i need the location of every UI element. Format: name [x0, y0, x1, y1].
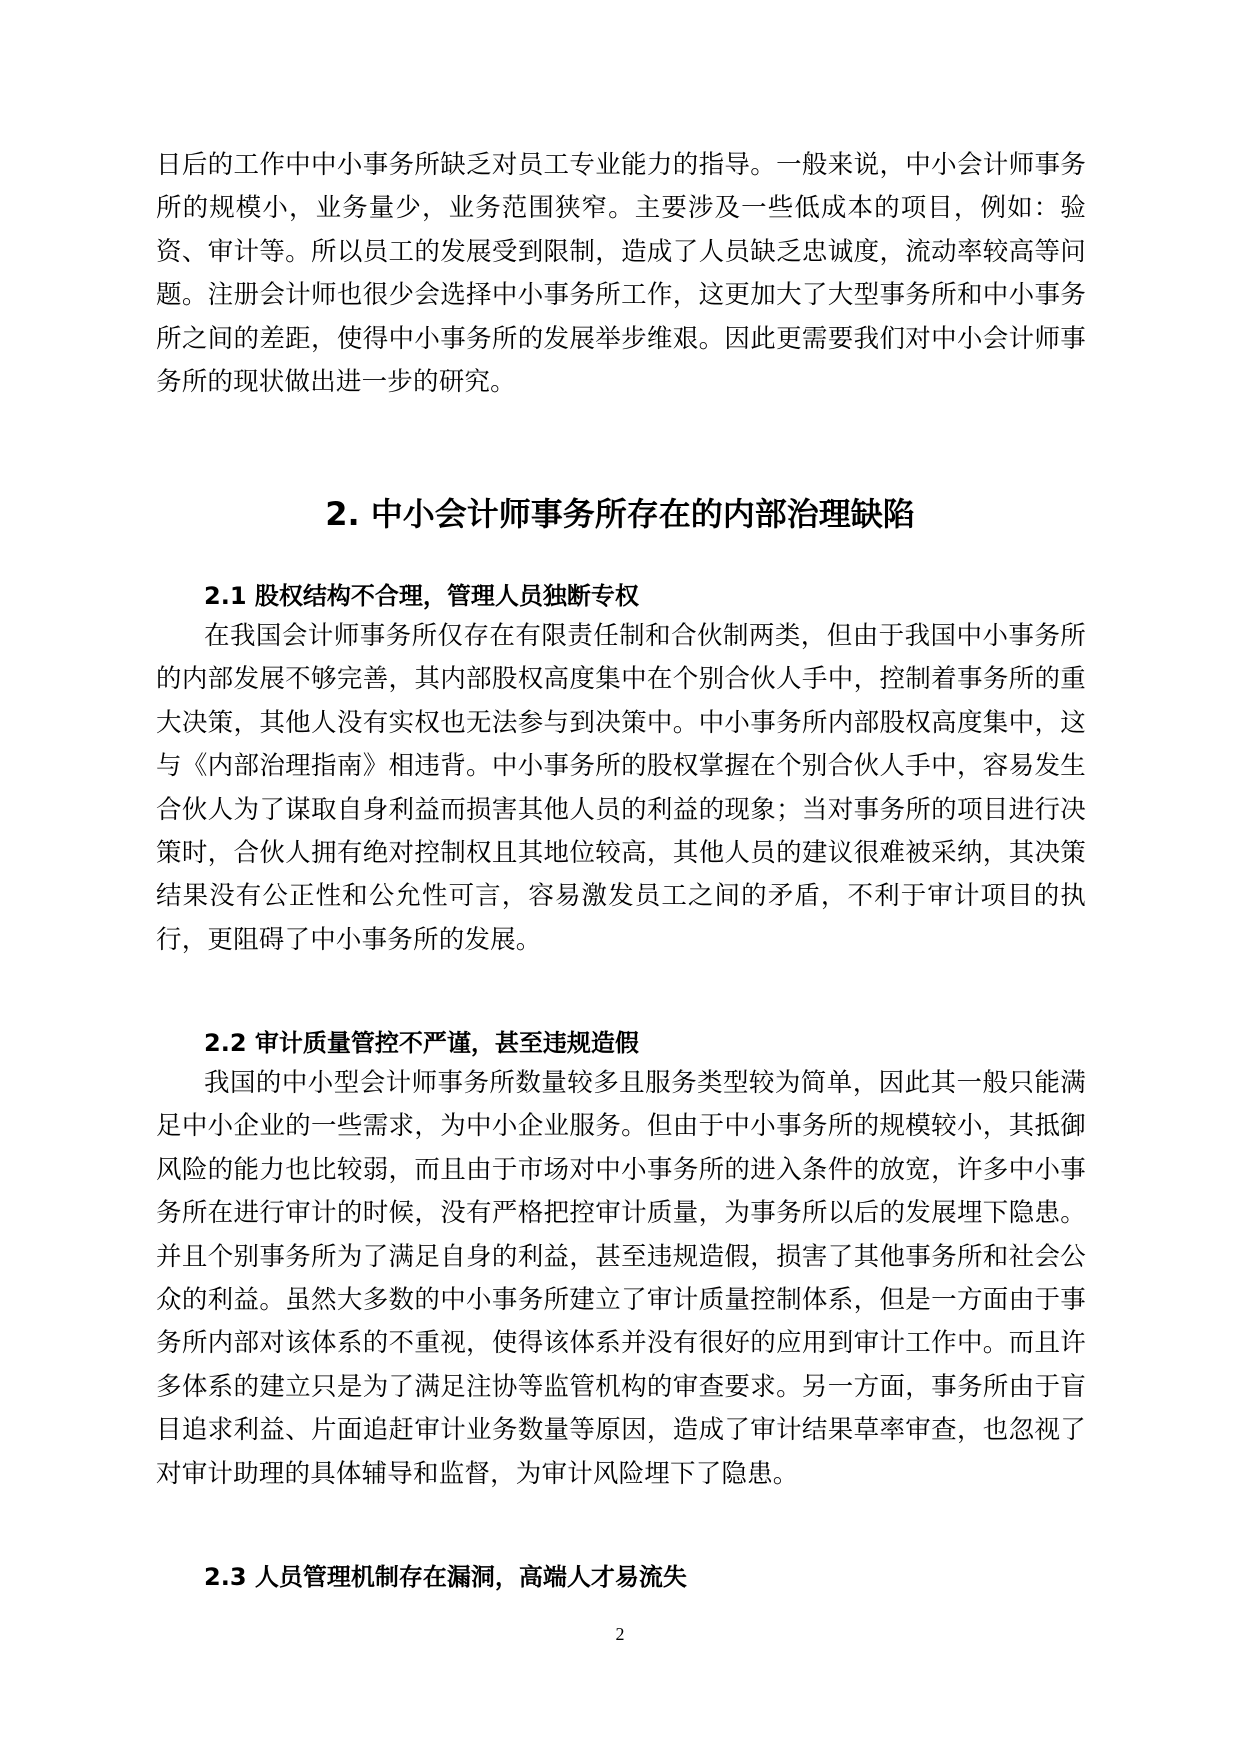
page-number: 2	[615, 1624, 625, 1644]
section-2-2-paragraph: 我国的中小型会计师事务所数量较多且服务类型较为简单，因此其一般只能满足中小企业的一些需求，为中小企业服务。但由于中小事务所的规模较小，其抵御风险的能力也比较弱，而且由于市场对中小事务所的进入条件的放宽，许多中小事务所在进行审计的时候，没有严格把控审计质量，为事务所以后的发展埋下隐患。并且个别事务所为了满足自身的利益，甚至违规造假，损害了其他事务所和社会公众的利益。虽然大多数的中小事务所建立了审计质量控制体系，但是一方面由于事务所内部对该体系的不重视，使得该体系并没有很好的应用到审计工作中。而且许多体系的建立只是为了满足注协等监管机构的审查要求。另一方面，事务所由于盲目追求利益、片面追赶审计业务数量等原因，造成了审计结果草率审查，也忽视了对审计助理的具体辅导和监督，为审计风险埋下了隐患。	[156, 1068, 1086, 1489]
section-title-2-2: 2.2 审计质量管控不严谨，甚至违规造假	[204, 1029, 639, 1057]
chapter-title: 2. 中小会计师事务所存在的内部治理缺陷	[325, 495, 915, 533]
intro-paragraph: 日后的工作中中小事务所缺乏对员工专业能力的指导。一般来说，中小会计师事务所的规模小，业务量少，业务范围狭窄。主要涉及一些低成本的项目，例如：验资、审计等。所以员工的发展受到限制，造成了人员缺乏忠诚度，流动率较高等问题。注册会计师也很少会选择中小事务所工作，这更加大了大型事务所和中小事务所之间的差距，使得中小事务所的发展举步维艰。因此更需要我们对中小会计师事务所的现状做出进一步的研究。	[156, 150, 1086, 398]
section-title-2-1: 2.1 股权结构不合理，管理人员独断专权	[204, 582, 639, 610]
section-2-1-paragraph: 在我国会计师事务所仅存在有限责任制和合伙制两类，但由于我国中小事务所的内部发展不够完善，其内部股权高度集中在个别合伙人手中，控制着事务所的重大决策，其他人没有实权也无法参与到决策中。中小事务所内部股权高度集中，这与《内部治理指南》相违背。中小事务所的股权掌握在个别合伙人手中，容易发生合伙人为了谋取自身利益而损害其他人员的利益的现象；当对事务所的项目进行决策时，合伙人拥有绝对控制权且其地位较高，其他人员的建议很难被采纳，其决策结果没有公正性和公允性可言，容易激发员工之间的矛盾，不利于审计项目的执行，更阻碍了中小事务所的发展。	[156, 621, 1086, 955]
section-title-2-3: 2.3 人员管理机制存在漏洞，高端人才易流失	[204, 1563, 687, 1591]
